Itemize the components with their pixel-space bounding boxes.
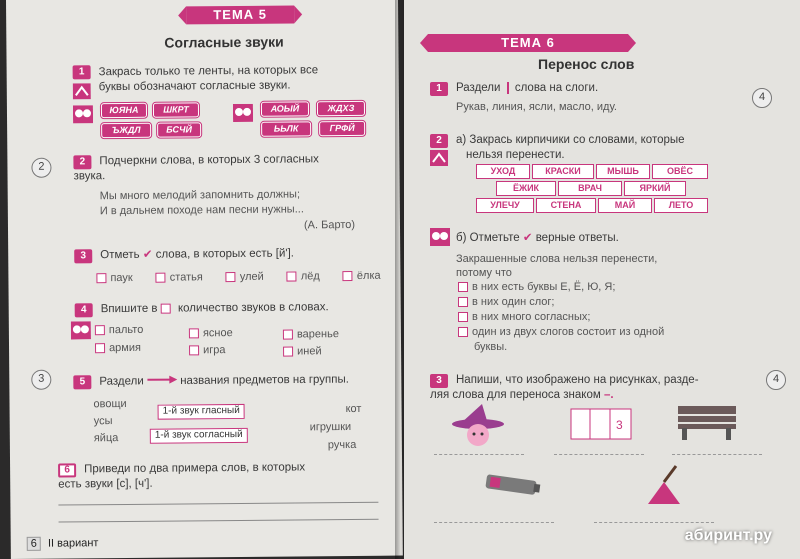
task1-text-line1: Закрась только те ленты, на которых все — [98, 64, 319, 79]
option-label: один из двух слогов состоит из одной — [472, 326, 665, 338]
hyphen-sign: –. — [603, 389, 614, 401]
checkbox[interactable] — [189, 345, 199, 355]
right-page — [404, 0, 800, 559]
task3-text-b: слова, в которых есть [й']. — [155, 247, 295, 261]
checkmark-icon-right: ✔ — [522, 232, 533, 244]
answer-line[interactable] — [594, 522, 714, 523]
task-number-3-right: 3 — [430, 374, 448, 388]
brick[interactable]: ВРАЧ — [558, 181, 622, 196]
task5-text-a: Раздели — [99, 375, 144, 388]
brick[interactable]: МАЙ — [598, 198, 652, 213]
task2-text-line1: Подчеркни слова, в которых 3 согласных — [99, 153, 319, 168]
battery-icon — [484, 470, 544, 503]
word-option: статья — [169, 271, 203, 284]
poem-line1: Мы много мелодий запомнить должны; — [99, 188, 301, 203]
r-task2b-text — [456, 231, 619, 246]
witch-hat-girl-icon — [448, 402, 506, 453]
checkbox[interactable] — [458, 282, 468, 292]
task4-word-1 — [95, 323, 144, 338]
r-task2b-lead1: Закрашенные слова нельзя перенести, — [456, 253, 658, 265]
brick[interactable]: ЁЖИК — [496, 181, 556, 196]
checkbox[interactable] — [458, 297, 468, 307]
option-label: в них один слог; — [472, 296, 555, 308]
topic-banner-6 — [428, 34, 628, 52]
r-task2b-lead2: потому что — [456, 267, 512, 279]
calendar-icon — [570, 408, 632, 445]
brick[interactable]: ЛЕТО — [654, 198, 708, 213]
word-option: паук — [110, 271, 133, 285]
group-word-6: ручка — [327, 438, 357, 452]
brick[interactable]: ОВЁС — [652, 164, 708, 179]
r-task2-text-line2: нельзя перенести. — [466, 149, 565, 161]
page-circle-right-bottom: 4 — [766, 370, 786, 390]
r-task3-text-line2-a: ляя слова для переноса знаком — [430, 389, 601, 401]
word-option: улей — [239, 270, 264, 283]
task-number-2: 2 — [73, 155, 91, 169]
checkbox[interactable] — [458, 327, 468, 337]
task-number-6: 6 — [58, 463, 76, 477]
task4-word-5 — [189, 343, 226, 358]
ribbon-3[interactable]: АОЫЙ — [261, 101, 309, 116]
group-word-1: овощи — [93, 397, 127, 411]
answer-line[interactable] — [554, 454, 644, 455]
ribbon-4[interactable]: ЖДХЗ — [317, 101, 365, 116]
brick[interactable]: ЯРКИЙ — [624, 181, 686, 196]
children-icon-3 — [71, 321, 91, 344]
brick[interactable]: УХОД — [476, 164, 530, 179]
checkbox[interactable] — [189, 328, 199, 338]
r-task1-words: Рукав, линия, ясли, масло, иду. — [456, 101, 617, 113]
answer-line[interactable] — [434, 454, 524, 455]
word-label: варенье — [296, 328, 339, 341]
r-task3-text-line1: Напиши, что изображено на рисунках, разде- — [456, 374, 699, 386]
svg-text:3: 3 — [616, 418, 623, 432]
task4-word-4 — [95, 341, 141, 356]
word-label: пальто — [108, 323, 144, 337]
page-title-right: Перенос слов — [538, 56, 635, 72]
r-task2b-text-b: верные ответы. — [535, 232, 619, 244]
answer-line[interactable] — [672, 454, 762, 455]
group-box-vowel[interactable]: 1-й звук гласный — [158, 404, 245, 420]
task6-text-line2: есть звуки [с], [ч']. — [58, 477, 153, 491]
r-task2b-text-a: б) Отметьте — [456, 232, 520, 244]
brick[interactable]: СТЕНА — [536, 198, 596, 213]
group-word-5: игрушки — [309, 421, 352, 434]
word-label: ясное — [202, 327, 233, 340]
page-title-left: Согласные звуки — [164, 33, 284, 51]
checkbox[interactable] — [96, 273, 106, 283]
task5-text-b: названия предметов на группы. — [180, 373, 350, 388]
brick[interactable]: КРАСКИ — [532, 164, 594, 179]
task4-text — [101, 300, 329, 317]
checkbox[interactable] — [156, 273, 166, 283]
brick[interactable]: УЛЕЧУ — [476, 198, 534, 213]
task-number-2-right: 2 — [430, 134, 448, 148]
divider-icon — [507, 82, 509, 94]
children-icon-right — [430, 228, 450, 251]
group-box-consonant[interactable]: 1-й звук согласный — [150, 428, 248, 444]
option-label: в них много согласных; — [472, 311, 591, 323]
r-task3-text-line2 — [430, 388, 614, 403]
task5-text — [99, 372, 349, 390]
poem-author: (А. Барто) — [303, 218, 356, 232]
r-task2-text-line1: а) Закрась кирпичики со словами, которые — [456, 134, 685, 146]
group-word-3: яйца — [93, 432, 119, 445]
checkbox[interactable] — [458, 312, 468, 322]
footer — [27, 536, 99, 551]
poem-line2: И в дальнем походе нам песни нужны... — [99, 203, 304, 218]
topic-banner-5: ТЕМА 5 — [186, 5, 294, 24]
group-word-4: кот — [345, 402, 362, 416]
task4-text-b: количество звуков в словах. — [177, 301, 329, 315]
box-icon — [161, 304, 171, 314]
r-task1-text — [456, 81, 598, 96]
paint-icon — [73, 83, 91, 104]
r-option-4-cont: буквы. — [474, 341, 508, 353]
r-option-3 — [458, 310, 590, 325]
task-number-5: 5 — [73, 375, 91, 389]
r-option-2 — [458, 295, 554, 310]
children-icon-2 — [233, 104, 253, 127]
balalaika-icon — [644, 464, 684, 515]
topic-label: ТЕМА 6 — [501, 35, 555, 50]
r-option-1 — [458, 280, 615, 295]
group-word-2: усы — [93, 415, 113, 428]
footer-page-number: 6 — [27, 537, 41, 551]
task-number-1: 1 — [73, 65, 91, 79]
task4-word-3 — [283, 327, 339, 342]
left-page — [6, 0, 403, 559]
answer-line[interactable] — [58, 502, 378, 506]
ribbon-6[interactable]: БСЧЙ — [157, 122, 201, 137]
ribbon-8[interactable]: ГРФЙ — [319, 121, 365, 136]
task3-text — [100, 246, 294, 263]
word-option: лёд — [300, 270, 320, 283]
checkbox[interactable] — [95, 343, 105, 353]
task6-text-line1: Приведи по два примера слов, в которых — [84, 461, 306, 476]
task-number-4: 4 — [75, 303, 93, 317]
r-option-4 — [458, 325, 664, 340]
task1-text-line2: буквы обозначают согласные звуки. — [98, 79, 291, 94]
word-option: ёлка — [356, 269, 381, 282]
ribbon-2[interactable]: ШКРТ — [153, 102, 199, 117]
checkbox[interactable] — [226, 272, 236, 282]
ribbon-5[interactable]: ЪЖДЛ — [101, 123, 151, 138]
checkmark-icon: ✔ — [142, 248, 153, 261]
task3-words — [96, 269, 396, 287]
paint-icon-right — [430, 150, 448, 171]
watermark: абиринт.ру — [684, 527, 772, 544]
word-label: игра — [203, 344, 226, 357]
task4-word-2 — [189, 326, 233, 341]
ribbon-7[interactable]: ЬЬЛК — [261, 121, 311, 136]
ribbon-1[interactable]: ЮЯНА — [101, 103, 147, 118]
r-task1-text-a: Раздели — [456, 82, 501, 94]
checkbox[interactable] — [283, 347, 293, 357]
checkbox[interactable] — [95, 325, 105, 335]
answer-line[interactable] — [434, 522, 554, 523]
footer-label: II вариант — [47, 537, 99, 550]
option-label: в них есть буквы Е, Ё, Ю, Я; — [472, 281, 616, 293]
page-circle-left-bottom: 3 — [31, 370, 51, 390]
word-label: иней — [297, 345, 322, 358]
word-label: армия — [108, 341, 141, 355]
answer-line[interactable] — [59, 519, 379, 523]
arrow-icon — [147, 374, 177, 389]
bench-icon — [676, 404, 738, 445]
task-number-3: 3 — [74, 249, 92, 263]
task3-text-a: Отметь — [100, 248, 140, 262]
checkbox[interactable] — [283, 330, 293, 340]
task2-text-line2: звука. — [73, 170, 106, 183]
r-task1-text-b: слова на слоги. — [514, 82, 599, 94]
task-number-1-right: 1 — [430, 82, 448, 96]
brick[interactable]: МЫШЬ — [596, 164, 650, 179]
page-circle-left-top: 2 — [31, 158, 51, 178]
checkbox[interactable] — [287, 272, 297, 282]
page-circle-right-top: 4 — [752, 88, 772, 108]
children-icon — [73, 105, 93, 128]
task4-word-6 — [283, 344, 322, 359]
task4-text-a: Впишите в — [100, 302, 158, 316]
checkbox[interactable] — [343, 271, 353, 281]
